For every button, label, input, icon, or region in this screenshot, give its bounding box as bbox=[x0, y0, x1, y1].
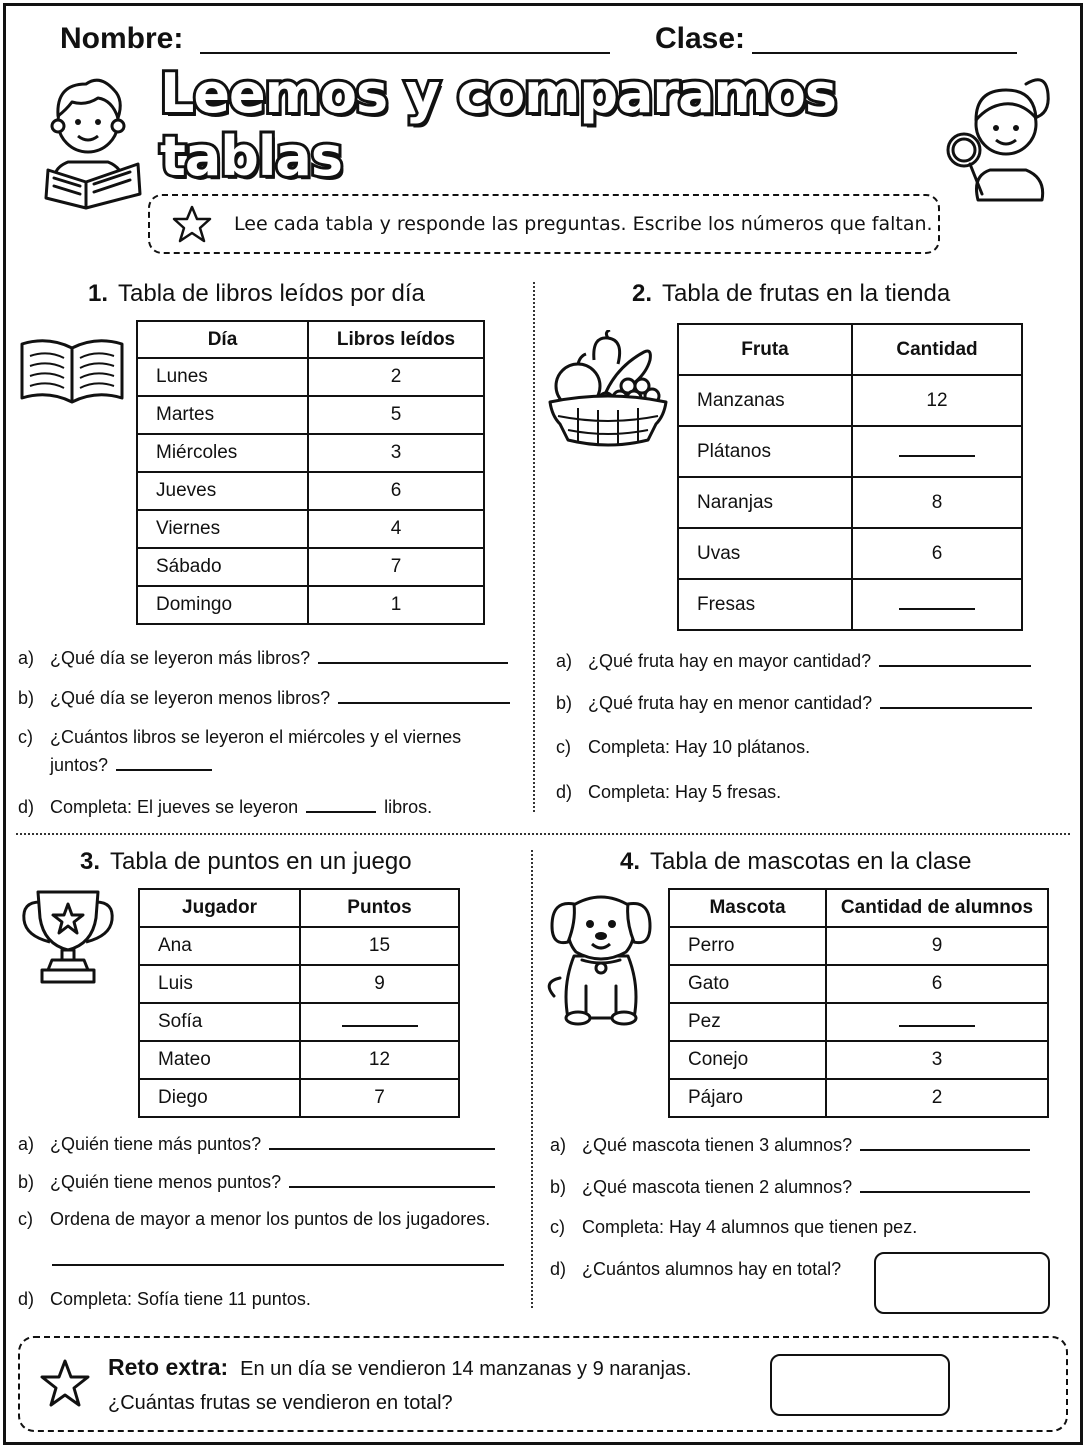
answer-line[interactable] bbox=[860, 1191, 1030, 1193]
s2-question-d: d) Completa: Hay 5 fresas. bbox=[556, 782, 782, 802]
extra-challenge-label: Reto extra: bbox=[108, 1354, 229, 1380]
answer-line[interactable] bbox=[318, 662, 508, 664]
table-row bbox=[139, 927, 459, 965]
table-row bbox=[139, 1079, 459, 1117]
row-label: Lunes bbox=[137, 358, 308, 396]
row-label: Manzanas bbox=[678, 375, 852, 426]
row-label: Naranjas bbox=[678, 477, 852, 528]
row-value: 6 bbox=[852, 528, 1022, 579]
row-label: Pez bbox=[669, 1003, 826, 1041]
row-label: Diego bbox=[139, 1079, 300, 1117]
instructions-text: Lee cada tabla y responde las preguntas. Escribe los números que faltan. bbox=[234, 213, 933, 235]
answer-line[interactable] bbox=[338, 702, 510, 704]
s2-question-a: a) ¿Qué fruta hay en mayor cantidad? bbox=[556, 651, 1031, 672]
table-row bbox=[137, 510, 484, 548]
row-label: Perro bbox=[669, 927, 826, 965]
section-3-title: 3. Tabla de puntos en un juego bbox=[80, 848, 412, 875]
row-value: 12 bbox=[300, 1041, 459, 1079]
table-row bbox=[669, 1003, 1048, 1041]
trophy-icon bbox=[18, 888, 118, 988]
row-value: 9 bbox=[300, 965, 459, 1003]
table-row bbox=[678, 528, 1022, 579]
boy-reading-icon bbox=[28, 70, 148, 212]
row-label: Fresas bbox=[678, 579, 852, 630]
missing-value-blank[interactable] bbox=[300, 1003, 459, 1041]
table-row bbox=[669, 1079, 1048, 1117]
row-value: 8 bbox=[852, 477, 1022, 528]
row-label: Gato bbox=[669, 965, 826, 1003]
col-header-player: Jugador bbox=[139, 889, 300, 927]
row-label: Luis bbox=[139, 965, 300, 1003]
row-label: Conejo bbox=[669, 1041, 826, 1079]
class-field[interactable] bbox=[752, 52, 1017, 54]
instructions-box bbox=[148, 194, 940, 254]
table-row bbox=[137, 396, 484, 434]
row-value: 6 bbox=[308, 472, 484, 510]
table-row bbox=[137, 548, 484, 586]
row-value: 7 bbox=[308, 548, 484, 586]
section-1-title: 1. Tabla de libros leídos por día bbox=[88, 280, 425, 307]
row-value: 4 bbox=[308, 510, 484, 548]
answer-line[interactable] bbox=[116, 769, 212, 771]
name-field[interactable] bbox=[200, 52, 610, 54]
table-row bbox=[137, 434, 484, 472]
class-label: Clase: bbox=[655, 22, 746, 55]
answer-line[interactable] bbox=[306, 811, 376, 813]
fruit-basket-icon bbox=[548, 330, 668, 448]
missing-value-blank[interactable] bbox=[852, 426, 1022, 477]
s3-question-c: c) Ordena de mayor a menor los puntos de los jugadores. bbox=[18, 1209, 491, 1229]
s4-question-a: a) ¿Qué mascota tienen 3 alumnos? bbox=[550, 1135, 1030, 1156]
s1-question-b: b) ¿Qué día se leyeron menos libros? bbox=[18, 688, 510, 709]
table-books bbox=[136, 320, 485, 625]
s1-question-c: c) ¿Cuántos libros se leyeron el miércoles y el viernes bbox=[18, 727, 462, 747]
extra-challenge-line1: Reto extra: En un día se vendieron 14 manzanas y 9 naranjas. bbox=[108, 1354, 692, 1380]
row-label: Mateo bbox=[139, 1041, 300, 1079]
answer-line[interactable] bbox=[899, 1013, 975, 1027]
row-value: 15 bbox=[300, 927, 459, 965]
s3-question-b: b) ¿Quién tiene menos puntos? bbox=[18, 1172, 495, 1193]
answer-line[interactable] bbox=[860, 1149, 1030, 1151]
table-row bbox=[669, 1041, 1048, 1079]
table-row bbox=[139, 1041, 459, 1079]
answer-line[interactable] bbox=[342, 1013, 418, 1027]
answer-line[interactable] bbox=[52, 1264, 504, 1266]
section-4-title: 4. Tabla de mascotas en la clase bbox=[620, 848, 972, 875]
s2-question-c: c) Completa: Hay 10 plátanos. bbox=[556, 737, 811, 757]
col-header-day: Día bbox=[137, 321, 308, 358]
row-value: 6 bbox=[826, 965, 1048, 1003]
table-row bbox=[137, 472, 484, 510]
section-2-title: 2. Tabla de frutas en la tienda bbox=[632, 280, 951, 307]
table-row bbox=[678, 426, 1022, 477]
table-row bbox=[137, 586, 484, 624]
extra-answer-box[interactable] bbox=[770, 1354, 950, 1416]
answer-line[interactable] bbox=[899, 443, 975, 457]
row-label: Sábado bbox=[137, 548, 308, 586]
answer-line[interactable] bbox=[289, 1186, 495, 1188]
s2-question-b: b) ¿Qué fruta hay en menor cantidad? bbox=[556, 693, 1032, 714]
table-fruits bbox=[677, 323, 1023, 631]
s1-question-a: a) ¿Qué día se leyeron más libros? bbox=[18, 648, 508, 669]
table-row bbox=[678, 579, 1022, 630]
row-label: Jueves bbox=[137, 472, 308, 510]
row-value: 9 bbox=[826, 927, 1048, 965]
table-points bbox=[138, 888, 460, 1118]
table-pets bbox=[668, 888, 1049, 1118]
horizontal-divider bbox=[16, 833, 1070, 835]
s1-question-c-line2: juntos? bbox=[50, 755, 212, 776]
missing-value-blank[interactable] bbox=[852, 579, 1022, 630]
total-answer-box[interactable] bbox=[874, 1252, 1050, 1314]
col-header-pet: Mascota bbox=[669, 889, 826, 927]
col-header-fruit: Fruta bbox=[678, 324, 852, 375]
table-row bbox=[678, 477, 1022, 528]
row-label: Viernes bbox=[137, 510, 308, 548]
col-header-points: Puntos bbox=[300, 889, 459, 927]
row-label: Domingo bbox=[137, 586, 308, 624]
row-label: Sofía bbox=[139, 1003, 300, 1041]
table-row bbox=[669, 927, 1048, 965]
table-row bbox=[137, 358, 484, 396]
name-label: Nombre: bbox=[60, 22, 184, 55]
missing-value-blank[interactable] bbox=[826, 1003, 1048, 1041]
s1-question-d: d) Completa: El jueves se leyeron libros. bbox=[18, 797, 433, 817]
row-value: 7 bbox=[300, 1079, 459, 1117]
col-header-books: Libros leídos bbox=[308, 321, 484, 358]
open-book-icon bbox=[18, 332, 126, 408]
dog-icon bbox=[546, 886, 656, 1026]
table-row bbox=[139, 965, 459, 1003]
row-label: Ana bbox=[139, 927, 300, 965]
s3-question-d: d) Completa: Sofía tiene 11 puntos. bbox=[18, 1289, 311, 1309]
answer-line[interactable] bbox=[899, 596, 975, 610]
vertical-divider-bottom bbox=[531, 850, 533, 1308]
extra-challenge-box bbox=[18, 1336, 1068, 1432]
vertical-divider-top bbox=[533, 282, 535, 812]
col-header-quantity: Cantidad bbox=[852, 324, 1022, 375]
s4-question-b: b) ¿Qué mascota tienen 2 alumnos? bbox=[550, 1177, 1030, 1198]
table-row bbox=[678, 375, 1022, 426]
star-icon bbox=[172, 204, 212, 244]
row-label: Miércoles bbox=[137, 434, 308, 472]
s4-question-c: c) Completa: Hay 4 alumnos que tienen pez. bbox=[550, 1217, 918, 1237]
row-label: Plátanos bbox=[678, 426, 852, 477]
row-value: 12 bbox=[852, 375, 1022, 426]
table-row bbox=[139, 1003, 459, 1041]
row-label: Martes bbox=[137, 396, 308, 434]
row-value: 2 bbox=[308, 358, 484, 396]
answer-line[interactable] bbox=[269, 1148, 495, 1150]
row-value: 2 bbox=[826, 1079, 1048, 1117]
answer-line[interactable] bbox=[880, 707, 1032, 709]
col-header-students: Cantidad de alumnos bbox=[826, 889, 1048, 927]
girl-magnifier-icon bbox=[942, 68, 1056, 208]
row-value: 5 bbox=[308, 396, 484, 434]
row-value: 3 bbox=[308, 434, 484, 472]
extra-challenge-line2: ¿Cuántas frutas se vendieron en total? bbox=[108, 1392, 453, 1414]
row-label: Uvas bbox=[678, 528, 852, 579]
page-title: Leemos y comparamos tablas bbox=[160, 62, 837, 188]
star-icon bbox=[40, 1358, 90, 1408]
s4-question-d: d) ¿Cuántos alumnos hay en total? bbox=[550, 1259, 842, 1279]
row-value: 3 bbox=[826, 1041, 1048, 1079]
row-value: 1 bbox=[308, 586, 484, 624]
answer-line[interactable] bbox=[879, 665, 1031, 667]
table-row bbox=[669, 965, 1048, 1003]
row-label: Pájaro bbox=[669, 1079, 826, 1117]
s3-question-a: a) ¿Quién tiene más puntos? bbox=[18, 1134, 495, 1155]
